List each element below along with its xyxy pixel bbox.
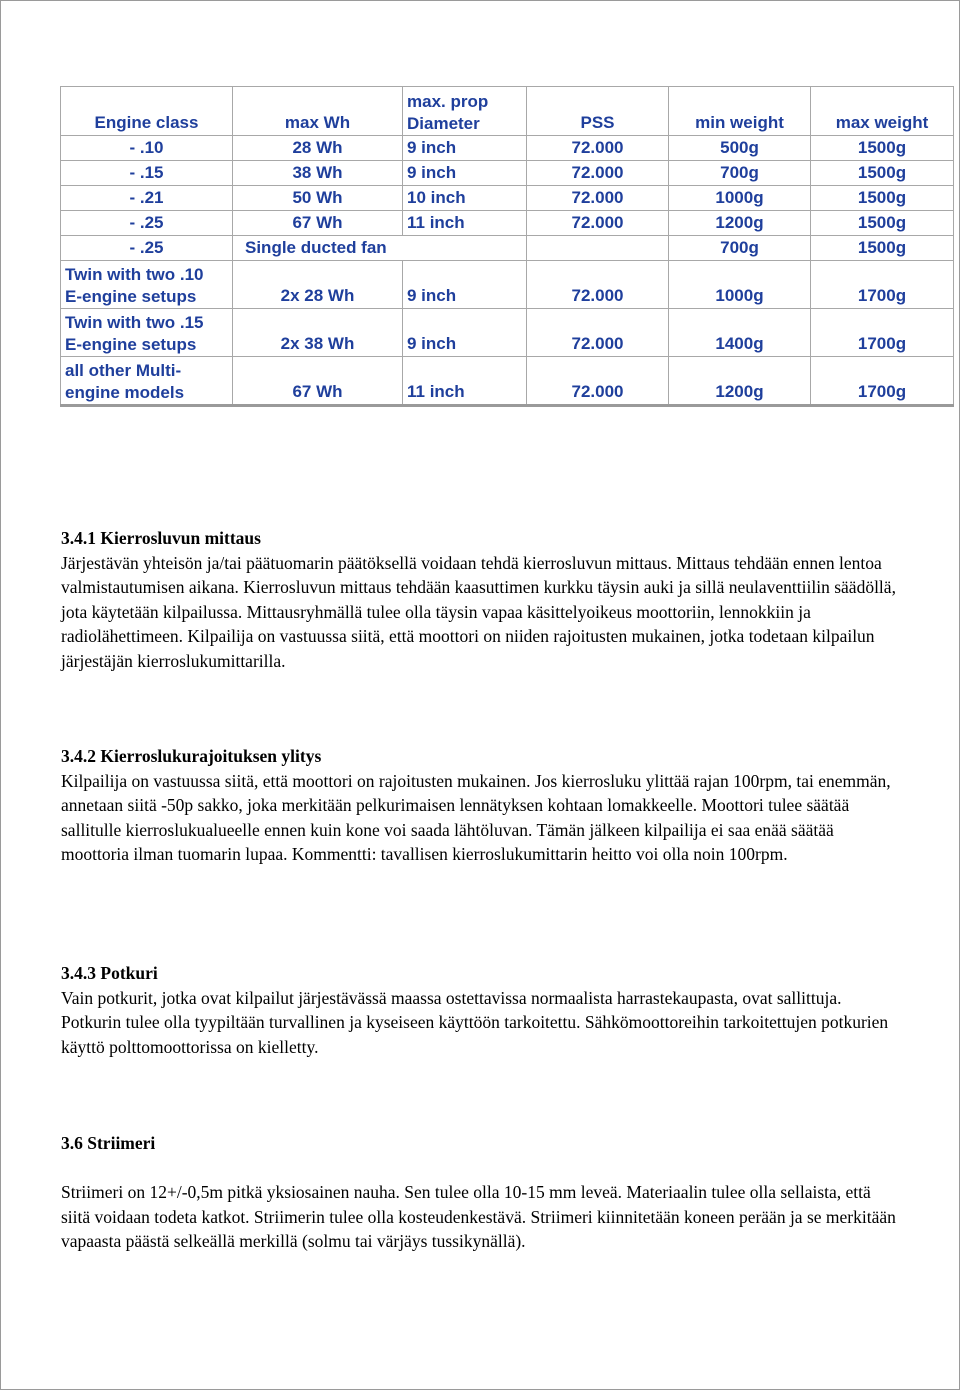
header-pss: PSS [527, 87, 669, 136]
cell-min-weight: 700g [669, 236, 811, 261]
cell-min-weight: 1200g [669, 357, 811, 406]
header-max-prop-line1: max. prop [407, 92, 489, 111]
cell-max-wh: 50 Wh [233, 186, 403, 211]
cell-pss: 72.000 [527, 161, 669, 186]
engine-class-line1: Twin with two .10 [65, 265, 204, 284]
cell-prop: 9 inch [403, 309, 527, 357]
section-body: Striimeri on 12+/-0,5m pitkä yksiosainen nauha. Sen tulee olla 10-15 mm leveä. Materiaalin tulee olla sellaista, että siitä voidaan todeta katkot. Striimerin tulee olla kosteudenkestävä. Striimeri kiinnitetään koneen perään ja se merkitään vapaasta päästä selkeällä merkillä (solmu tai värjäys tussikynällä). [61, 1182, 896, 1251]
cell-max-weight: 1500g [811, 136, 954, 161]
cell-min-weight: 1400g [669, 309, 811, 357]
cell-pss: 72.000 [527, 309, 669, 357]
cell-max-wh: 2x 38 Wh [233, 309, 403, 357]
cell-max-weight: 1700g [811, 309, 954, 357]
table-row [61, 186, 954, 211]
section-heading: 3.6 Striimeri [61, 1133, 156, 1153]
header-engine-class: Engine class [61, 87, 233, 136]
cell-max-wh: 28 Wh [233, 136, 403, 161]
cell-min-weight: 1000g [669, 186, 811, 211]
cell-min-weight: 700g [669, 161, 811, 186]
cell-max-weight: 1500g [811, 161, 954, 186]
section-body: Järjestävän yhteisön ja/tai päätuomarin päätöksellä voidaan tehdä kierrosluvun mittaus. Mittaus tehdään ennen lentoa valmistautumisen aikana. Kierrosluvun mittaus tehdään kaasuttimen kurkku täysin auki ja sillä neulaventtiilin säädöllä, jota käytetään kilpailussa. Mittausryhmällä tulee olla täysin vapaa käsittelyoikeus moottoriin, lennokkiin ja radiolähettimeen. Kilpailija on vastuussa siitä, että moottori on niiden rajoitusten mukainen, jotka todetaan kilpailun järjestäjän kierroslukumittarilla. [61, 552, 896, 671]
cell-engine-class [61, 261, 233, 309]
cell-pss: 72.000 [527, 261, 669, 309]
section-body: Kilpailija on vastuussa siitä, että moottori on rajoitusten mukainen. Jos kierrosluku ylittää rajan 100rpm, tai enemmän, annetaan siitä -50p sakko, joka merkitään pelkurimaisen lennätyksen kohtaan lomakkeelle. Moottori tulee säätää sallitulle kierroslukualueelle ennen kuin kone voi saada lähtöluvan. Tämän jälkeen kilpailija ei saa enää säätää moottoria ilman tuomarin lupaa. Kommentti: tavallisen kierroslukumittarin heitto voi olla noin 100rpm. [61, 770, 891, 864]
cell-min-weight: 500g [669, 136, 811, 161]
table-row [61, 161, 954, 186]
cell-max-weight: 1500g [811, 211, 954, 236]
cell-pss: 72.000 [527, 211, 669, 236]
cell-prop: 9 inch [403, 161, 527, 186]
header-max-prop-line2: Diameter [407, 114, 480, 133]
header-max-weight: max weight [811, 87, 954, 136]
cell-max-wh-ducted-fan: Single ducted fan [233, 236, 527, 261]
cell-prop: 11 inch [403, 357, 527, 406]
section-heading: 3.4.1 Kierrosluvun mittaus [61, 528, 261, 548]
table-row [61, 211, 954, 236]
cell-prop: 11 inch [403, 211, 527, 236]
cell-max-wh: 67 Wh [233, 211, 403, 236]
engine-class-table [60, 86, 954, 407]
cell-engine-class: - .10 [61, 136, 233, 161]
cell-min-weight: 1000g [669, 261, 811, 309]
cell-prop: 9 inch [403, 261, 527, 309]
cell-pss: 72.000 [527, 136, 669, 161]
header-max-prop [403, 87, 527, 136]
engine-class-line1: Twin with two .15 [65, 313, 204, 332]
section-body: Vain potkurit, jotka ovat kilpailut järjestävässä maassa ostettavissa normaalista harrastekaupasta, ovat sallittuja. Potkurin tulee olla tyypiltään turvallinen ja kyseiseen käyttöön tarkoitettu. Sähkömoottoreihin tarkoitettujen potkurien käyttö polttomoottorissa on kielletty. [61, 987, 889, 1057]
cell-engine-class: - .21 [61, 186, 233, 211]
cell-min-weight: 1200g [669, 211, 811, 236]
section-3-4-3 [61, 961, 898, 1059]
cell-max-wh: 38 Wh [233, 161, 403, 186]
table-row [61, 261, 954, 309]
table-row [61, 136, 954, 161]
cell-max-weight: 1500g [811, 236, 954, 261]
table-header-row [61, 87, 954, 136]
engine-class-line2: E-engine setups [65, 287, 197, 306]
cell-pss: 72.000 [527, 357, 669, 406]
cell-prop: 9 inch [403, 136, 527, 161]
engine-class-line1: all other Multi- [65, 361, 182, 380]
table-row [61, 236, 954, 261]
cell-max-weight: 1700g [811, 357, 954, 406]
cell-engine-class: - .15 [61, 161, 233, 186]
table-row [61, 309, 954, 357]
section-heading: 3.4.3 Potkuri [61, 963, 158, 983]
engine-class-line2: engine models [65, 383, 185, 402]
section-3-6 [61, 1131, 898, 1254]
cell-engine-class: - .25 [61, 236, 233, 261]
cell-max-weight: 1500g [811, 186, 954, 211]
cell-pss [527, 236, 669, 261]
header-min-weight: min weight [669, 87, 811, 136]
cell-engine-class: - .25 [61, 211, 233, 236]
table-row [61, 357, 954, 406]
cell-max-wh: 2x 28 Wh [233, 261, 403, 309]
engine-class-line2: E-engine setups [65, 335, 197, 354]
cell-engine-class [61, 309, 233, 357]
section-3-4-1 [61, 526, 898, 673]
cell-engine-class [61, 357, 233, 406]
section-heading: 3.4.2 Kierroslukurajoituksen ylitys [61, 746, 322, 766]
cell-prop: 10 inch [403, 186, 527, 211]
cell-max-weight: 1700g [811, 261, 954, 309]
cell-pss: 72.000 [527, 186, 669, 211]
cell-max-wh: 67 Wh [233, 357, 403, 406]
section-3-4-2 [61, 744, 898, 867]
header-max-wh: max Wh [233, 87, 403, 136]
